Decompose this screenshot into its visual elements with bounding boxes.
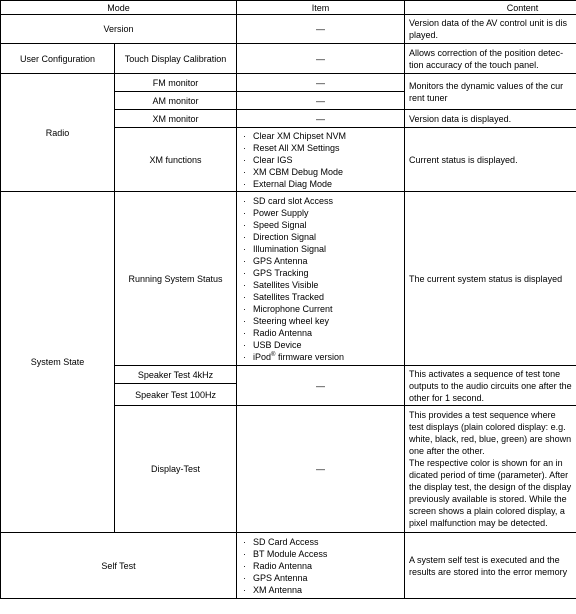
list-item: · BT Module Access — [243, 548, 400, 560]
sub-xm-functions: XM functions — [115, 128, 237, 192]
sub-fm-monitor: FM monitor — [115, 74, 237, 92]
row-version — [1, 15, 576, 44]
header-row — [1, 1, 576, 15]
item-version-dash: — — [237, 15, 405, 44]
content-xm-functions: Current status is displayed. — [405, 128, 576, 192]
sub-touch-display-calibration: Touch Display Calibration — [115, 44, 237, 74]
list-item: · SD card slot Access — [243, 195, 400, 207]
content-version: Version data of the AV control unit is dis played. — [405, 15, 576, 44]
items-self-test — [237, 533, 405, 599]
sub-running-system-status: Running System Status — [115, 192, 237, 366]
items-xm-functions — [237, 128, 405, 192]
content-running-system-status: The current system status is displayed — [405, 192, 576, 366]
list-item: · Clear XM Chipset NVM — [243, 130, 400, 142]
list-item: · Microphone Current — [243, 303, 400, 315]
mode-user-configuration: User Configuration — [1, 44, 115, 74]
list-item: · XM Antenna — [243, 584, 400, 596]
list-item: · GPS Tracking — [243, 267, 400, 279]
content-xm-monitor: Version data is displayed. — [405, 110, 576, 128]
sub-speaker-test-100hz: Speaker Test 100Hz — [115, 384, 237, 406]
row-fm-monitor — [1, 74, 576, 92]
item-speaker-dash: — — [237, 366, 405, 406]
header-item: Item — [237, 1, 405, 15]
list-item: · Steering wheel key — [243, 315, 400, 327]
list-item: · Power Supply — [243, 207, 400, 219]
sub-speaker-test-4khz: Speaker Test 4kHz — [115, 366, 237, 384]
row-self-test — [1, 533, 576, 599]
list-item: · Reset All XM Settings — [243, 142, 400, 154]
list-item: · Radio Antenna — [243, 560, 400, 572]
row-user-configuration — [1, 44, 576, 74]
list-item: · GPS Antenna — [243, 572, 400, 584]
list-item: · Illumination Signal — [243, 243, 400, 255]
item-fm-dash: — — [237, 74, 405, 92]
list-item: · External Diag Mode — [243, 178, 400, 190]
list-item: · Satellites Tracked — [243, 291, 400, 303]
list-item: · Direction Signal — [243, 231, 400, 243]
sub-display-test: Display-Test — [115, 406, 237, 533]
header-mode: Mode — [1, 1, 237, 15]
list-item: · Clear IGS — [243, 154, 400, 166]
mode-version: Version — [1, 15, 237, 44]
list-item: · Satellites Visible — [243, 279, 400, 291]
item-xm-monitor-dash: — — [237, 110, 405, 128]
content-speaker-test: This activates a sequence of test tone outputs to the audio circuits one after the other for 1 second. — [405, 366, 576, 406]
list-item: · USB Device — [243, 339, 400, 351]
content-display-test: This provides a test sequence where test displays (plain colored display: e.g. white, black, red, blue, green) are shown one after the other. The respective color is shown for an in dicated period of time (parameter). After the display test, the design of the display previously available is stored. While the screen shows a plain colored display, a pixel malfunction may be detected. — [405, 406, 576, 533]
list-item-ipod: · iPod® firmware version — [243, 351, 400, 363]
list-item: · XM CBM Debug Mode — [243, 166, 400, 178]
list-item: · GPS Antenna — [243, 255, 400, 267]
sub-am-monitor: AM monitor — [115, 92, 237, 110]
mode-self-test: Self Test — [1, 533, 237, 599]
content-self-test: A system self test is executed and the results are stored into the error memory — [405, 533, 576, 599]
header-content: Content — [405, 1, 576, 15]
row-running-system-status — [1, 192, 576, 366]
list-item: · Radio Antenna — [243, 327, 400, 339]
item-am-dash: — — [237, 92, 405, 110]
content-touch-calibration: Allows correction of the position detec- tion accuracy of the touch panel. — [405, 44, 576, 74]
items-running-system-status — [237, 192, 405, 366]
mode-system-state: System State — [1, 192, 115, 533]
list-item: · SD Card Access — [243, 536, 400, 548]
list-item: · Speed Signal — [243, 219, 400, 231]
sub-xm-monitor: XM monitor — [115, 110, 237, 128]
item-display-test-dash: — — [237, 406, 405, 533]
mode-radio: Radio — [1, 74, 115, 192]
item-touch-calibration-dash: — — [237, 44, 405, 74]
content-tuner-monitor: Monitors the dynamic values of the cur rent tuner — [405, 74, 576, 110]
